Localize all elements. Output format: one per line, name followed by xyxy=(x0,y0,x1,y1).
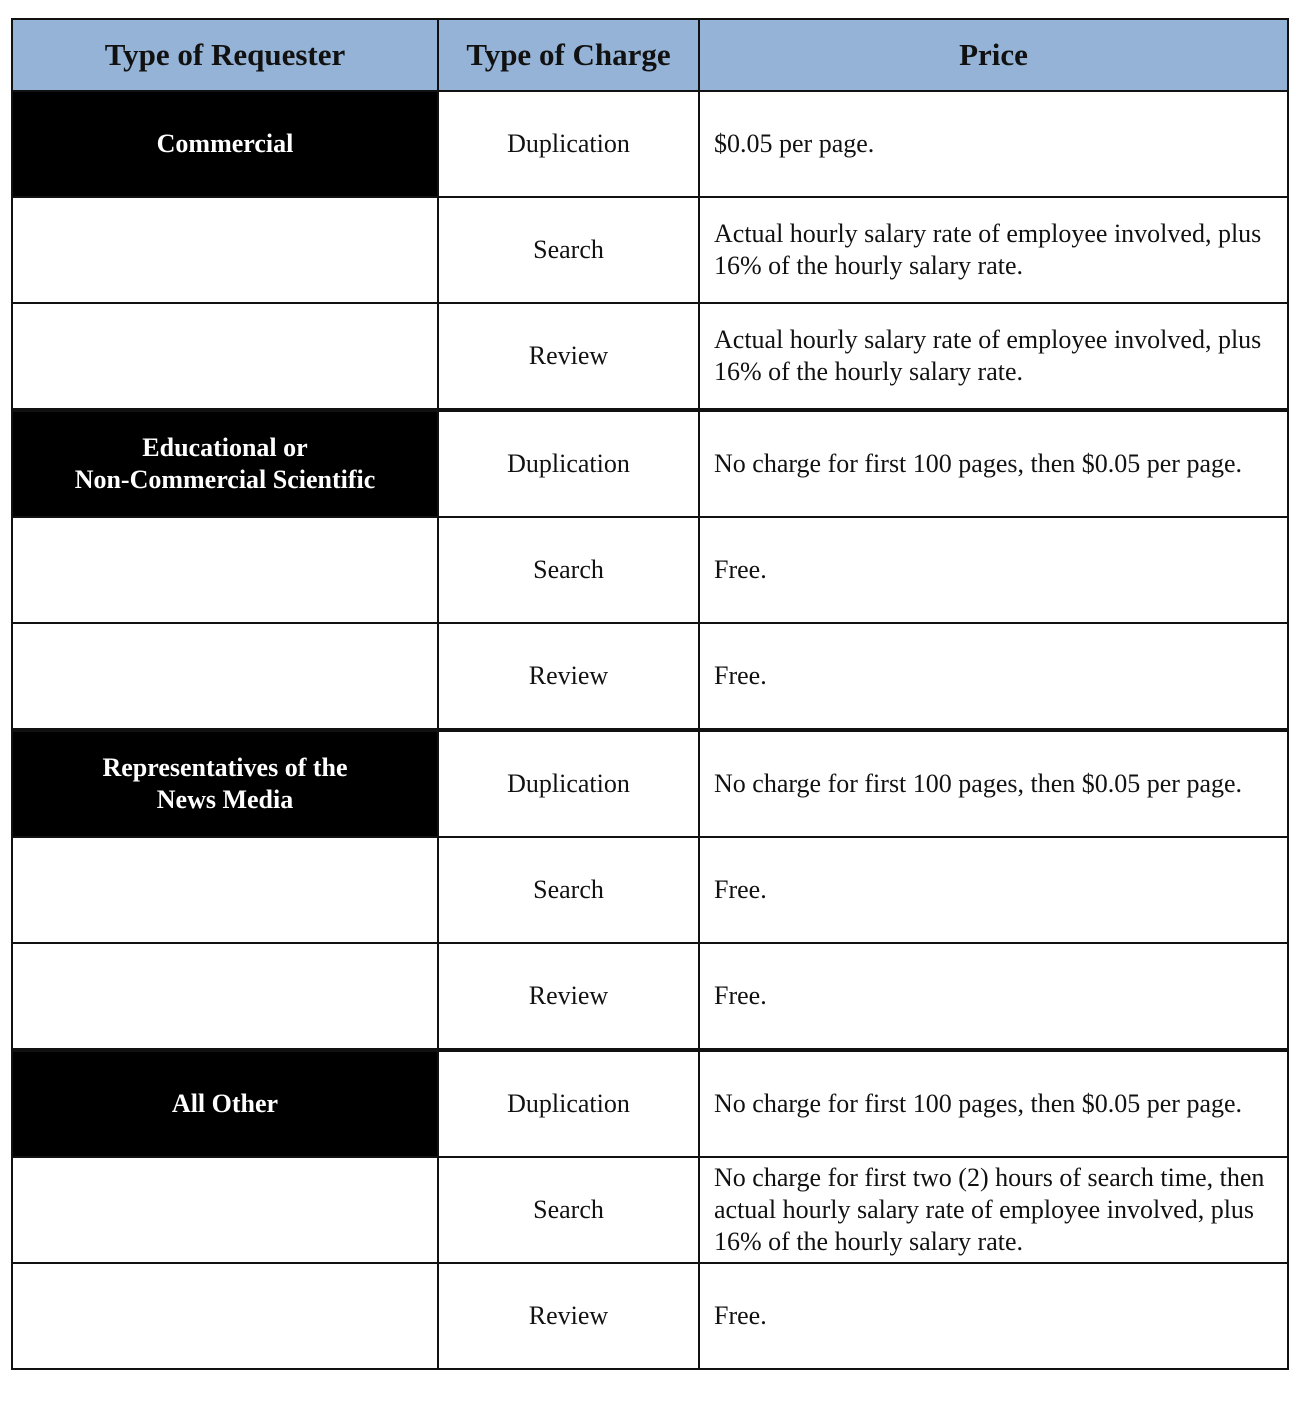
charge-cell: Duplication xyxy=(438,1050,699,1157)
table-header xyxy=(12,19,1288,91)
table-row xyxy=(12,623,1288,730)
charge-cell: Duplication xyxy=(438,410,699,517)
header-row xyxy=(12,19,1288,91)
charge-cell: Search xyxy=(438,837,699,943)
fee-schedule-table xyxy=(11,18,1289,1370)
requester-cell-commercial: Commercial xyxy=(12,91,438,197)
table-row xyxy=(12,837,1288,943)
price-cell: No charge for first 100 pages, then $0.05 per page. xyxy=(699,1050,1288,1157)
requester-cell-empty xyxy=(12,1263,438,1369)
table-row xyxy=(12,730,1288,837)
requester-cell-empty xyxy=(12,197,438,303)
table-row xyxy=(12,197,1288,303)
price-cell: $0.05 per page. xyxy=(699,91,1288,197)
header-type-of-requester: Type of Requester xyxy=(12,19,438,91)
price-cell: Actual hourly salary rate of employee involved, plus 16% of the hourly salary rate. xyxy=(699,197,1288,303)
charge-cell: Search xyxy=(438,1157,699,1263)
charge-cell: Duplication xyxy=(438,91,699,197)
table-row xyxy=(12,1157,1288,1263)
charge-cell: Search xyxy=(438,197,699,303)
table-row xyxy=(12,1050,1288,1157)
price-cell: Actual hourly salary rate of employee involved, plus 16% of the hourly salary rate. xyxy=(699,303,1288,410)
requester-cell-empty xyxy=(12,517,438,623)
charge-cell: Review xyxy=(438,623,699,730)
charge-cell: Duplication xyxy=(438,730,699,837)
requester-cell-all-other: All Other xyxy=(12,1050,438,1157)
requester-cell-educational: Educational or Non-Commercial Scientific xyxy=(12,410,438,517)
charge-cell: Review xyxy=(438,943,699,1050)
price-cell: Free. xyxy=(699,1263,1288,1369)
requester-cell-empty xyxy=(12,303,438,410)
header-price: Price xyxy=(699,19,1288,91)
table-row xyxy=(12,517,1288,623)
table-body xyxy=(12,91,1288,1369)
charge-cell: Review xyxy=(438,1263,699,1369)
price-cell: No charge for first two (2) hours of search time, then actual hourly salary rate of employee involved, plus 16% of the hourly salary rate. xyxy=(699,1157,1288,1263)
requester-cell-empty xyxy=(12,943,438,1050)
price-cell: Free. xyxy=(699,837,1288,943)
table-row xyxy=(12,303,1288,410)
price-cell: Free. xyxy=(699,623,1288,730)
charge-cell: Search xyxy=(438,517,699,623)
price-cell: No charge for first 100 pages, then $0.05 per page. xyxy=(699,410,1288,517)
table-row xyxy=(12,91,1288,197)
requester-cell-empty xyxy=(12,837,438,943)
charge-cell: Review xyxy=(438,303,699,410)
header-type-of-charge: Type of Charge xyxy=(438,19,699,91)
table-row xyxy=(12,943,1288,1050)
requester-cell-empty xyxy=(12,1157,438,1263)
price-cell: No charge for first 100 pages, then $0.05 per page. xyxy=(699,730,1288,837)
table-row xyxy=(12,410,1288,517)
price-cell: Free. xyxy=(699,943,1288,1050)
table-row xyxy=(12,1263,1288,1369)
requester-cell-empty xyxy=(12,623,438,730)
price-cell: Free. xyxy=(699,517,1288,623)
requester-cell-news-media: Representatives of the News Media xyxy=(12,730,438,837)
